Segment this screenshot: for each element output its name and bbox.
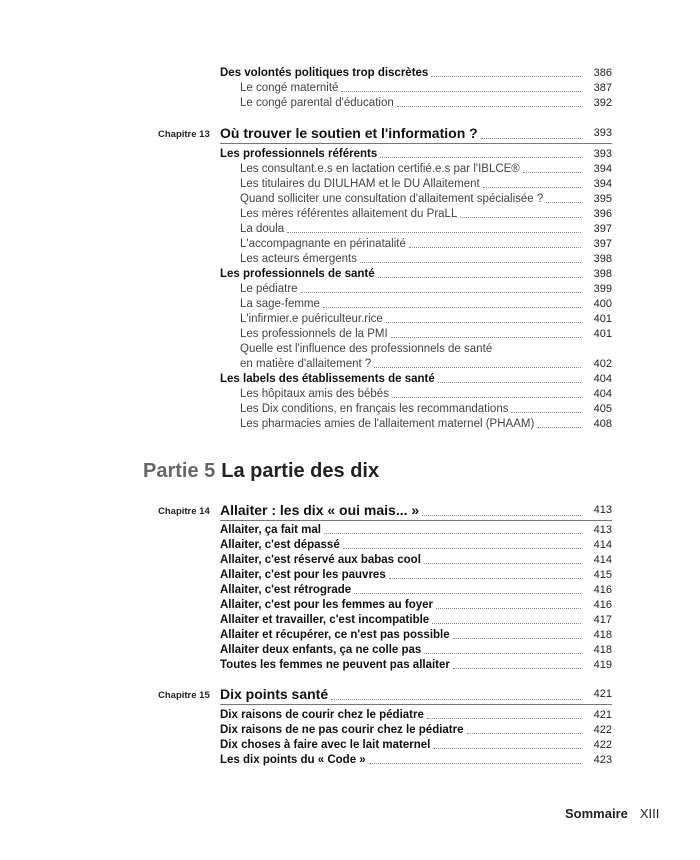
- toc-section[interactable]: [220, 723, 612, 737]
- chapter-rule: [220, 143, 612, 144]
- toc-section[interactable]: [220, 658, 612, 672]
- dot-leader: [323, 306, 581, 308]
- page-number: 395: [593, 193, 612, 205]
- dot-leader: [397, 105, 581, 107]
- dot-leader: [354, 592, 581, 594]
- toc-section[interactable]: [220, 267, 612, 281]
- toc-chapter[interactable]: [220, 125, 612, 142]
- dot-leader: [380, 156, 581, 158]
- toc-section-title: Allaiter, c'est pour les pauvres: [220, 569, 386, 581]
- page-number: 397: [593, 223, 612, 235]
- dot-leader: [409, 246, 581, 248]
- page-number: 413: [593, 524, 612, 536]
- chapter-rule: [220, 520, 612, 521]
- toc-item[interactable]: [240, 207, 612, 221]
- toc-section[interactable]: [220, 147, 612, 161]
- toc-chapter[interactable]: [220, 686, 612, 703]
- toc-section[interactable]: [220, 643, 612, 657]
- toc-item-title: Les mères référentes allaitement du PraLL: [240, 208, 458, 220]
- page-number: 421: [593, 688, 612, 700]
- dot-leader: [523, 171, 581, 173]
- dot-leader: [436, 607, 581, 609]
- toc-section-title: Dix raisons de courir chez le pédiatre: [220, 709, 424, 721]
- toc-section[interactable]: [220, 66, 612, 80]
- page-number: 400: [593, 298, 612, 310]
- dot-leader: [360, 261, 581, 263]
- toc-item[interactable]: [240, 312, 612, 326]
- dot-leader: [453, 667, 581, 669]
- toc-item-title-line1: Quelle est l'influence des professionnels de santé: [240, 343, 493, 355]
- toc-section-title: Allaiter et récupérer, ce n'est pas possible: [220, 629, 450, 641]
- page-number: 419: [593, 659, 612, 671]
- toc-section-title: Allaiter, ça fait mal: [220, 524, 321, 536]
- toc-section-title: Les dix points du « Code »: [220, 754, 366, 766]
- page-number: 421: [593, 709, 612, 721]
- page-number: 397: [593, 238, 612, 250]
- dot-leader: [386, 321, 581, 323]
- dot-leader: [432, 622, 581, 624]
- dot-leader: [438, 381, 581, 383]
- dot-leader: [467, 732, 581, 734]
- toc-item-title: Les pharmacies amies de l'allaitement maternel (PHAAM): [240, 418, 535, 430]
- footer-page-number: XIII: [639, 806, 660, 821]
- page-number: 401: [593, 313, 612, 325]
- chapter-title: Dix points santé: [220, 686, 329, 702]
- toc-item[interactable]: [240, 81, 612, 95]
- dot-leader: [424, 652, 581, 654]
- toc-section[interactable]: [220, 553, 612, 567]
- toc-section-title: Allaiter, c'est rétrograde: [220, 584, 352, 596]
- part-heading: [143, 460, 379, 483]
- dot-leader: [537, 426, 581, 428]
- page-number: 399: [593, 283, 612, 295]
- page-footer: [565, 806, 659, 821]
- toc-section[interactable]: [220, 372, 612, 386]
- dot-leader: [546, 201, 581, 203]
- page-number: 422: [593, 724, 612, 736]
- toc-section[interactable]: [220, 568, 612, 582]
- toc-item-title: Le congé maternité: [240, 82, 339, 94]
- toc-section-title: Allaiter, c'est pour les femmes au foyer: [220, 599, 434, 611]
- chapter-label: Chapitre 15: [158, 690, 210, 701]
- page-number: 405: [593, 403, 612, 415]
- toc-section[interactable]: [220, 598, 612, 612]
- toc-item-multiline[interactable]: [240, 342, 612, 356]
- chapter-title: Allaiter : les dix « oui mais... »: [220, 502, 420, 518]
- toc-item-title: Les professionnels de la PMI: [240, 328, 388, 340]
- toc-item[interactable]: [240, 327, 612, 341]
- dot-leader: [369, 762, 581, 764]
- toc-section-title: Les professionnels référents: [220, 148, 378, 160]
- chapter-label: Chapitre 13: [158, 129, 210, 140]
- page-number: 417: [593, 614, 612, 626]
- dot-leader: [460, 216, 581, 218]
- toc-item-title: L'infirmier.e puériculteur.rice: [240, 313, 383, 325]
- dot-leader: [392, 396, 581, 398]
- page-number: 408: [593, 418, 612, 430]
- toc-section-title: Allaiter, c'est dépassé: [220, 539, 340, 551]
- toc-item-title: Le congé parental d'éducation: [240, 97, 394, 109]
- page-number: 396: [593, 208, 612, 220]
- toc-section[interactable]: [220, 753, 612, 767]
- toc-section-title: Dix raisons de ne pas courir chez le pédiatre: [220, 724, 464, 736]
- page-number: 404: [593, 388, 612, 400]
- toc-section[interactable]: [220, 583, 612, 597]
- toc-item[interactable]: [240, 417, 612, 431]
- toc-item-title: Le pédiatre: [240, 283, 298, 295]
- toc-item-title: Les titulaires du DIULHAM et le DU Allaitement: [240, 178, 480, 190]
- footer-label: Sommaire: [565, 806, 628, 821]
- dot-leader: [424, 562, 581, 564]
- page-number: 416: [593, 599, 612, 611]
- dot-leader: [287, 231, 581, 233]
- toc-section-title: Allaiter deux enfants, ça ne colle pas: [220, 644, 422, 656]
- toc-section[interactable]: [220, 628, 612, 642]
- toc-section-title: Toutes les femmes ne peuvent pas allaiter: [220, 659, 450, 671]
- toc-section[interactable]: [220, 538, 612, 552]
- dot-leader: [301, 291, 581, 293]
- toc-section-title: Dix choses à faire avec le lait maternel: [220, 739, 431, 751]
- page-number: 387: [593, 82, 612, 94]
- toc-item[interactable]: [240, 252, 612, 266]
- page-number: 415: [593, 569, 612, 581]
- toc-item[interactable]: [240, 282, 612, 296]
- toc-item-title: L'accompagnante en périnatalité: [240, 238, 406, 250]
- dot-leader: [483, 186, 581, 188]
- dot-leader: [453, 637, 581, 639]
- dot-leader: [433, 747, 581, 749]
- dot-leader: [374, 366, 581, 368]
- toc-item-title: Les hôpitaux amis des bébés: [240, 388, 389, 400]
- page-number: 393: [593, 127, 612, 139]
- toc-item[interactable]: [240, 177, 612, 191]
- toc-item-title: Les acteurs émergents: [240, 253, 357, 265]
- chapter-title: Où trouver le soutien et l'information ?: [220, 125, 478, 141]
- toc-item[interactable]: [240, 96, 612, 110]
- page-number: 402: [593, 358, 612, 370]
- page-number: 393: [593, 148, 612, 160]
- dot-leader: [481, 137, 581, 139]
- page-number: 413: [593, 504, 612, 516]
- toc-section-title: Allaiter et travailler, c'est incompatible: [220, 614, 430, 626]
- page-number: 414: [593, 554, 612, 566]
- toc-section[interactable]: [220, 613, 612, 627]
- toc-chapter[interactable]: [220, 502, 612, 519]
- chapter-rule: [220, 704, 612, 705]
- toc-section-title: Allaiter, c'est réservé aux babas cool: [220, 554, 421, 566]
- page-number: 416: [593, 584, 612, 596]
- part-title: La partie des dix: [221, 460, 380, 482]
- toc-item-title: Les consultant.e.s en lactation certifié.e.s par l'IBLCE®: [240, 163, 520, 175]
- toc-item-title: La doula: [240, 223, 285, 235]
- toc-item[interactable]: [240, 237, 612, 251]
- page-number: 422: [593, 739, 612, 751]
- dot-leader: [422, 514, 581, 516]
- page-number: 418: [593, 644, 612, 656]
- toc-item[interactable]: [240, 402, 612, 416]
- toc-item[interactable]: [240, 162, 612, 176]
- toc-section[interactable]: [220, 708, 612, 722]
- toc-item[interactable]: [240, 222, 612, 236]
- page-number: 394: [593, 178, 612, 190]
- dot-leader: [391, 336, 581, 338]
- dot-leader: [343, 547, 581, 549]
- dot-leader: [389, 577, 581, 579]
- dot-leader: [378, 276, 581, 278]
- toc-section-title: Les labels des établissements de santé: [220, 373, 435, 385]
- page-number: 414: [593, 539, 612, 551]
- dot-leader: [324, 532, 581, 534]
- dot-leader: [331, 698, 581, 700]
- dot-leader: [511, 411, 581, 413]
- page-number: 398: [593, 253, 612, 265]
- page-number: 423: [593, 754, 612, 766]
- toc-item-title-line2: en matière d'allaitement ?: [240, 358, 372, 370]
- toc-section[interactable]: [220, 738, 612, 752]
- toc-section-title: Les professionnels de santé: [220, 268, 375, 280]
- toc-item-title: La sage-femme: [240, 298, 320, 310]
- dot-leader: [341, 90, 581, 92]
- toc-item-title: Quand solliciter une consultation d'allaitement spécialisée ?: [240, 193, 544, 205]
- toc-item[interactable]: [240, 387, 612, 401]
- page-number: 398: [593, 268, 612, 280]
- toc-item[interactable]: [240, 192, 612, 206]
- page-number: 386: [593, 67, 612, 79]
- toc-item-multiline-cont[interactable]: [240, 357, 612, 371]
- page-number: 392: [593, 97, 612, 109]
- page-number: 404: [593, 373, 612, 385]
- chapter-label: Chapitre 14: [158, 506, 210, 517]
- toc-section-title: Des volontés politiques trop discrètes: [220, 67, 429, 79]
- page-number: 394: [593, 163, 612, 175]
- page-number: 418: [593, 629, 612, 641]
- dot-leader: [427, 717, 581, 719]
- toc-section[interactable]: [220, 523, 612, 537]
- dot-leader: [431, 75, 581, 77]
- toc-item-title: Les Dix conditions, en français les recommandations: [240, 403, 509, 415]
- part-label: Partie 5: [143, 460, 216, 482]
- page-number: 401: [593, 328, 612, 340]
- toc-item[interactable]: [240, 297, 612, 311]
